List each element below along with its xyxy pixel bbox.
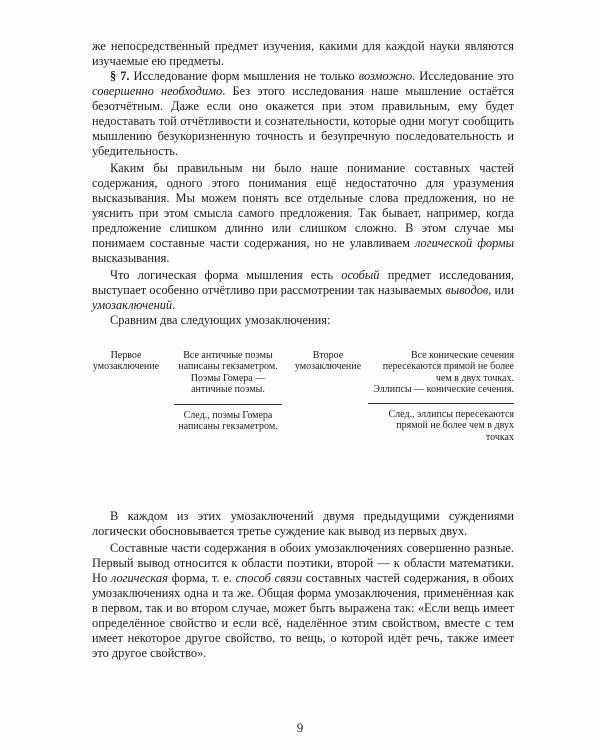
paragraph-text: же непосредственный предмет изучения, какими для каждой науки являются изучаемые ею предметы. (92, 39, 514, 68)
paragraph-understanding (92, 161, 514, 266)
major-premise: Все античные поэмы написаны гекзаметром. (178, 350, 278, 373)
section-number: § 7. (110, 69, 130, 83)
paragraph-text: Сравним два следующих умозаключения: (110, 313, 331, 327)
paragraph-logical-form (92, 268, 514, 313)
emphasis-text: особый (341, 268, 380, 282)
first-syllogism-label: Первое умозаключение (92, 350, 160, 373)
minor-premise: Поэмы Гомера — античные поэмы. (190, 372, 266, 395)
paragraph-each-syllogism (92, 509, 514, 539)
emphasis-text: логической формы (415, 236, 514, 250)
conclusion-divider (368, 403, 514, 404)
conclusion: След., эллипсы пересекаются прямой не более чем в двух точках (388, 409, 514, 443)
minor-premise: Эллипсы — конические сечения. (373, 383, 514, 395)
bottom-text-block (92, 509, 514, 661)
paragraph-text: составных частей содержания, в обоих умозаключениях одна и та же. Общая форма умозаключения, применённая как в первом, так и во втором случае, может быть выражена так: «Если вещь имеет определённое свойство и если всё, наделённое этим свойством, вместе с тем имеет некоторое другое свойство, то вещь, о которой идёт речь, также имеет это другое свойство». (92, 571, 515, 660)
paragraph-text: Составные части содержания в обоих умозаключениях совершенно разные. Первый вывод относится к области поэтики, второй — к области математики. Но (92, 541, 514, 585)
paragraph-continued (92, 39, 514, 69)
emphasis-text: совершенно необходимо (92, 84, 223, 98)
paragraph-text: В каждом из этих умозаключений двумя предыдущими суждениями логически обосновывается третье суждение как вывод из первых двух. (92, 509, 514, 538)
emphasis-text: выводов (445, 283, 489, 297)
second-syllogism-label: Второе умозаключение (294, 350, 362, 373)
paragraph-compare (92, 313, 514, 328)
first-syllogism (174, 350, 282, 433)
paragraph-text: , или (488, 283, 514, 297)
paragraph-text: Исследование форм мышления не только (129, 69, 359, 83)
emphasis-text: способ связи (235, 571, 303, 585)
paragraph-text: . Исследование это (412, 69, 514, 83)
paragraph-text: . Без этого исследования наше мышление остаётся безотчётным. Даже если оно окажется при этом правильным, ему будет недоставать той отчётливости и сознательности, которые одни могут сообщить мышлению безукоризненную точность и безупречную последовательность и убедительность. (92, 84, 515, 158)
major-premise: Все конические сечения пересекаются прямой не более чем в двух точках. (382, 350, 514, 384)
emphasis-text: возможно (358, 69, 413, 83)
page-number: 9 (296, 720, 304, 735)
paragraph-text: предмет исследования, выступает особенно отчётливо при рассмотрении так называемых (92, 268, 514, 297)
paragraph-common-form (92, 541, 514, 661)
emphasis-text: умозаключений (92, 298, 173, 312)
paragraph-text: Что логическая форма мышления есть (110, 268, 342, 282)
second-syllogism (368, 350, 514, 443)
conclusion-divider (174, 404, 282, 405)
paragraph-text: . (172, 298, 176, 312)
syllogism-comparison (86, 350, 520, 470)
emphasis-text: логическая (110, 571, 168, 585)
conclusion: След., поэмы Гомера написаны гекзаметром. (178, 410, 278, 433)
paragraph-text: высказывания. (92, 251, 170, 265)
paragraph-text: форма, т. е. (167, 571, 236, 585)
paragraph-section-7 (92, 69, 514, 159)
paragraph-text: Каким бы правильным ни было наше понимание составных частей содержания, одного этого понимания ещё недостаточно для уразумения высказывания. Мы можем понять все отдельные слова предложения, но не уяснить при этом смысла самого предложения. Так бывает, например, когда предложение слишком длинно или слишком сложно. В этом случае мы понимаем составные части содержания, но не улавливаем (92, 161, 514, 250)
top-text-block (92, 39, 514, 328)
